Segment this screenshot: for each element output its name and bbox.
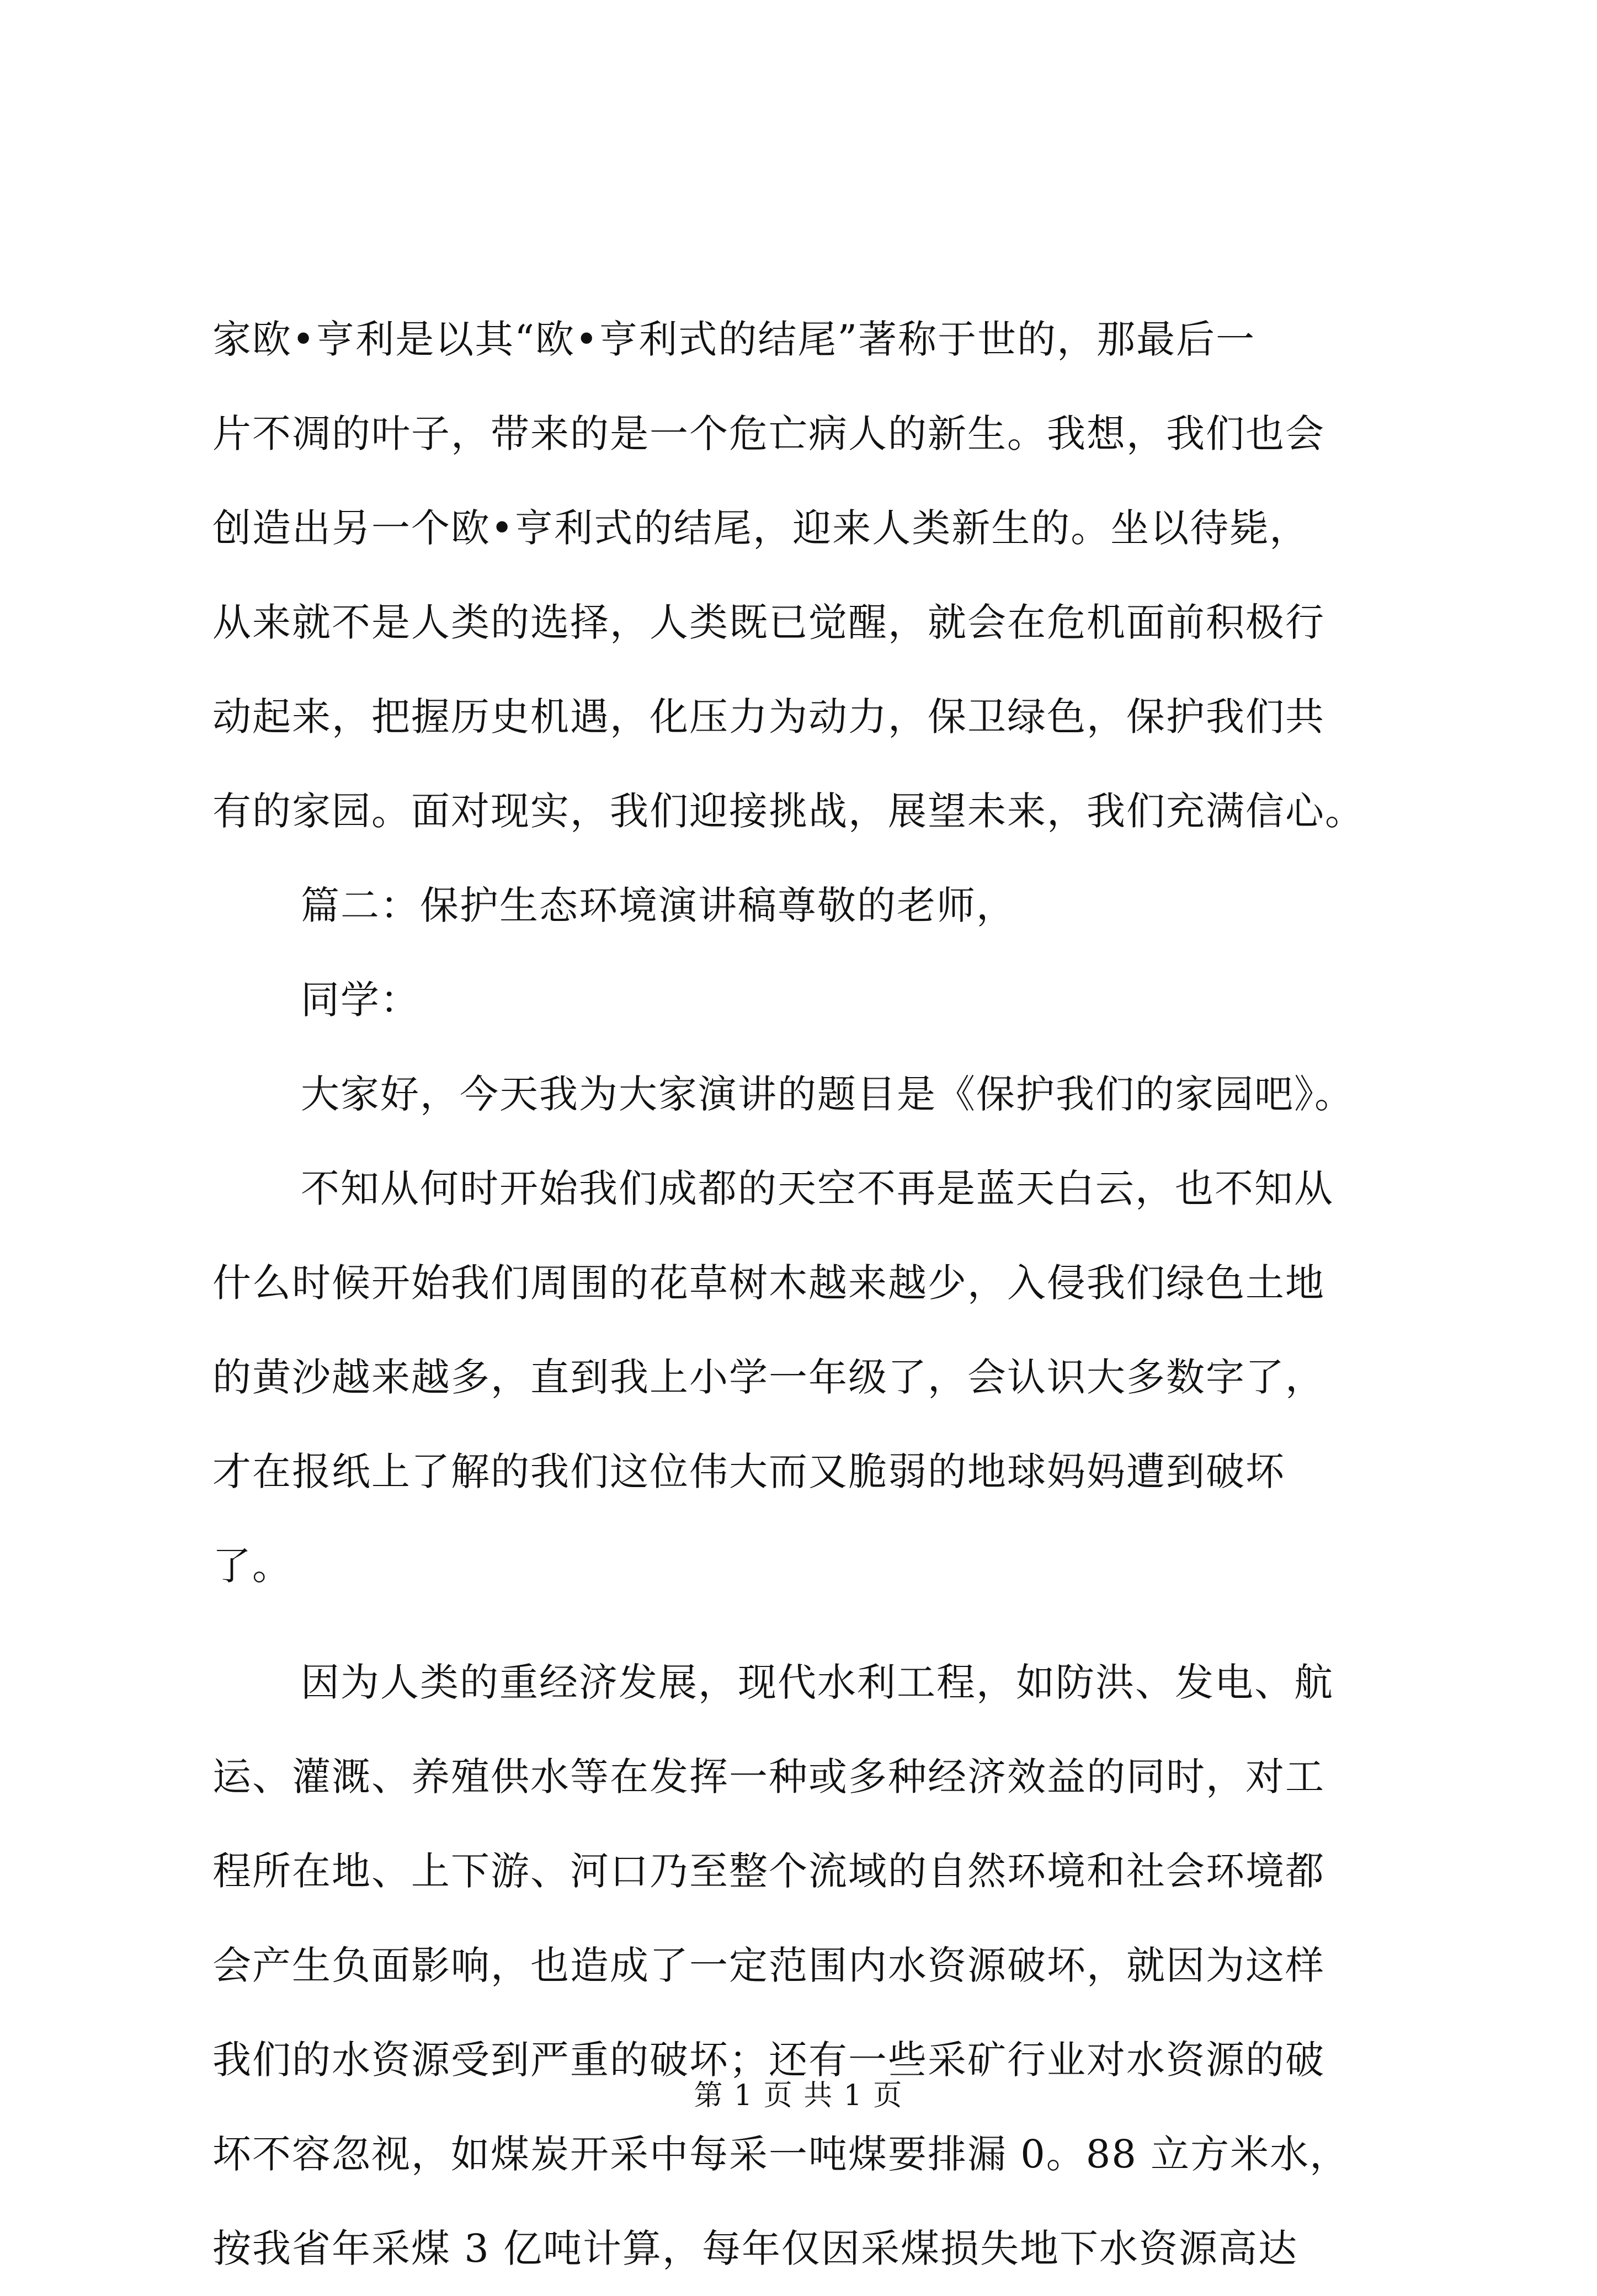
page-number-label: 第 1 页 共 1 页 [694, 2079, 903, 2112]
paragraph-start: 因为人类的重经济发展，现代水利工程，如防洪、发电、航 [301, 1660, 1334, 1705]
text-line: 运、灌溉、养殖供水等在发挥一种或多种经济效益的同时，对工 [212, 1754, 1325, 1799]
text-line: 家欧•亨利是以其“欧•亨利式的结尾”著称于世的，那最后一 [212, 317, 1256, 362]
text-line: 有的家园。面对现实，我们迎接挑战，展望未来，我们充满信心。 [212, 789, 1365, 834]
text-line: 什么时候开始我们周围的花草树木越来越少，入侵我们绿色土地 [212, 1260, 1325, 1306]
text-line: 了。 [212, 1543, 292, 1589]
page-footer [0, 2072, 1597, 2113]
text-line: 才在报纸上了解的我们这位伟大而又脆弱的地球妈妈遭到破坏 [212, 1449, 1285, 1494]
text-line: 创造出另一个欧•亨利式的结尾，迎来人类新生的。坐以待毙， [212, 505, 1309, 551]
text-line: 程所在地、上下游、河口乃至整个流域的自然环境和社会环境都 [212, 1848, 1325, 1894]
document-body [212, 292, 1415, 2296]
paragraph-start: 不知从何时开始我们成都的天空不再是蓝天白云，也不知从 [301, 1166, 1334, 1211]
text-line: 按我省年采煤 3 亿吨计算，每年仅因采煤损失地下水资源高达 [212, 2226, 1298, 2271]
text-line: 的黄沙越来越多，直到我上小学一年级了，会认识大多数字了， [212, 1355, 1325, 1400]
text-line: 我们的水资源受到严重的破坏；还有一些采矿行业对水资源的破 [212, 2037, 1325, 2082]
text-line: 从来就不是人类的选择，人类既已觉醒，就会在危机面前积极行 [212, 600, 1325, 645]
text-line: 坏不容忽视，如煤炭开采中每采一吨煤要排漏 0。88 立方米水， [212, 2132, 1350, 2177]
section-heading: 篇二：保护生态环境演讲稿尊敬的老师， [301, 883, 1016, 928]
paragraph-gap [212, 1613, 1415, 1636]
speech-title-line: 大家好，今天我为大家演讲的题目是《保护我们的家园吧》。 [301, 1072, 1354, 1117]
text-line: 动起来，把握历史机遇，化压力为动力，保卫绿色，保护我们共 [212, 694, 1325, 739]
text-line: 会产生负面影响，也造成了一定范围内水资源破坏，就因为这样 [212, 1943, 1325, 1988]
salutation: 同学： [301, 977, 420, 1022]
text-line: 片不凋的叶子，带来的是一个危亡病人的新生。我想，我们也会 [212, 411, 1325, 456]
